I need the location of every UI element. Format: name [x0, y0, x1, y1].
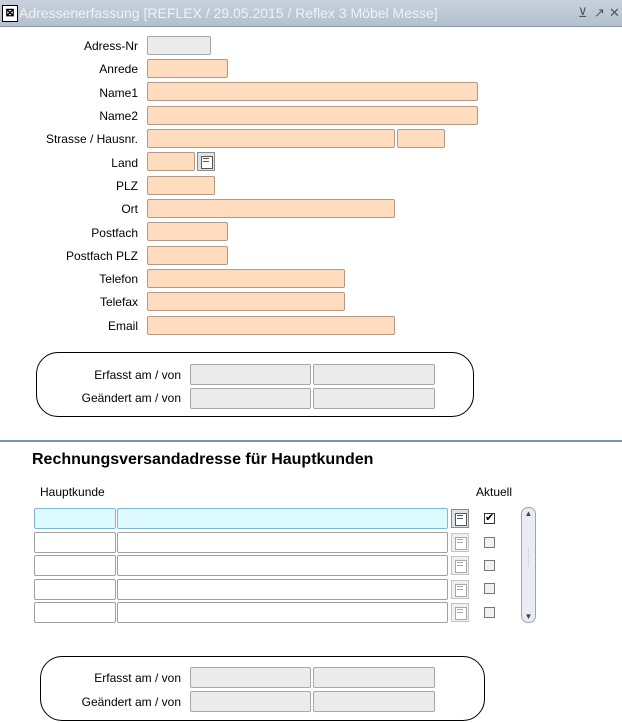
hauptkunde-name-field[interactable] — [117, 602, 448, 623]
name2-label: Name2 — [99, 109, 138, 123]
hauptkunde-code-field[interactable] — [34, 508, 116, 529]
postfach-plz-label: Postfach PLZ — [65, 249, 138, 263]
hauptkunde-lookup-button[interactable] — [451, 509, 469, 528]
minimize-icon[interactable]: ⊻ — [578, 5, 588, 20]
section-divider — [0, 440, 622, 442]
app-icon: ⊠ — [2, 5, 18, 22]
aktuell-checkbox[interactable] — [484, 560, 495, 571]
aktuell-checkbox[interactable] — [484, 537, 495, 548]
aktuell-column-header: Aktuell — [476, 485, 513, 499]
name2-field[interactable] — [147, 106, 478, 125]
scroll-up-icon[interactable]: ▲ — [524, 509, 533, 518]
geaendert-am-field — [190, 388, 311, 409]
erfasst-am-field — [190, 364, 311, 385]
geaendert-label: Geändert am / von — [81, 391, 181, 405]
land-label: Land — [111, 156, 138, 170]
strasse-field[interactable] — [147, 129, 395, 148]
postfach-plz-field[interactable] — [147, 246, 228, 265]
email-field[interactable] — [147, 316, 395, 335]
telefax-label: Telefax — [99, 295, 138, 309]
ort-field[interactable] — [147, 199, 395, 218]
email-label: Email — [107, 319, 138, 333]
erfasst-label: Erfasst am / von — [94, 368, 181, 382]
hauptkunde-lookup-button[interactable] — [451, 556, 469, 575]
telefax-field[interactable] — [147, 292, 345, 311]
hauptkunde-lookup-button[interactable] — [451, 580, 469, 599]
hauptkunde-name-field[interactable] — [117, 555, 448, 576]
aktuell-checkbox[interactable] — [484, 607, 495, 618]
hauptkunde-name-field[interactable] — [117, 579, 448, 600]
ort-label: Ort — [121, 202, 138, 216]
erfasst-von-field — [313, 667, 435, 688]
anrede-label: Anrede — [99, 62, 138, 76]
hauptkunde-column-header: Hauptkunde — [40, 485, 105, 499]
hauptkunde-code-field[interactable] — [34, 532, 116, 553]
erfasst-label: Erfasst am / von — [94, 671, 181, 685]
adress-nr-field[interactable] — [147, 36, 211, 55]
anrede-field[interactable] — [147, 59, 228, 78]
aktuell-checkbox[interactable] — [484, 583, 495, 594]
plz-label: PLZ — [115, 179, 138, 193]
section-title: Rechnungsversandadresse für Hauptkunden — [32, 451, 374, 468]
hausnr-field[interactable] — [397, 129, 445, 148]
geaendert-von-field — [313, 388, 435, 409]
hauptkunde-code-field[interactable] — [34, 555, 116, 576]
name1-field[interactable] — [147, 82, 478, 101]
hauptkunde-lookup-button[interactable] — [451, 533, 469, 552]
close-icon[interactable]: ✕ — [609, 5, 620, 20]
land-lookup-button[interactable] — [197, 152, 215, 171]
hauptkunde-name-field[interactable] — [117, 532, 448, 553]
name1-label: Name1 — [99, 86, 138, 100]
erfasst-von-field — [313, 364, 435, 385]
scroll-thumb[interactable]: ⋮ ⋮ ⋮ — [525, 549, 532, 568]
geaendert-von-field — [313, 691, 435, 712]
window-title: Adressenerfassung [REFLEX / 29.05.2015 / Reflex 3 Möbel Messe] — [19, 5, 438, 21]
adress-nr-label: Adress-Nr — [83, 39, 138, 53]
erfasst-am-field — [190, 667, 311, 688]
title-bar — [0, 0, 622, 27]
hauptkunde-lookup-button[interactable] — [451, 603, 469, 622]
vertical-scrollbar[interactable] — [521, 507, 536, 623]
strasse-label: Strasse / Hausnr. — [45, 132, 138, 146]
postfach-label: Postfach — [91, 226, 138, 240]
restore-icon[interactable]: ↗ — [594, 5, 605, 20]
geaendert-label: Geändert am / von — [81, 695, 181, 709]
hauptkunde-code-field[interactable] — [34, 602, 116, 623]
land-field[interactable] — [147, 152, 195, 171]
scroll-down-icon[interactable]: ▼ — [524, 612, 533, 621]
telefon-label: Telefon — [99, 272, 138, 286]
aktuell-checkbox[interactable] — [484, 513, 495, 524]
hauptkunde-code-field[interactable] — [34, 579, 116, 600]
hauptkunde-name-field[interactable] — [117, 508, 448, 529]
plz-field[interactable] — [147, 176, 215, 195]
telefon-field[interactable] — [147, 269, 345, 288]
postfach-field[interactable] — [147, 222, 228, 241]
geaendert-am-field — [190, 691, 311, 712]
